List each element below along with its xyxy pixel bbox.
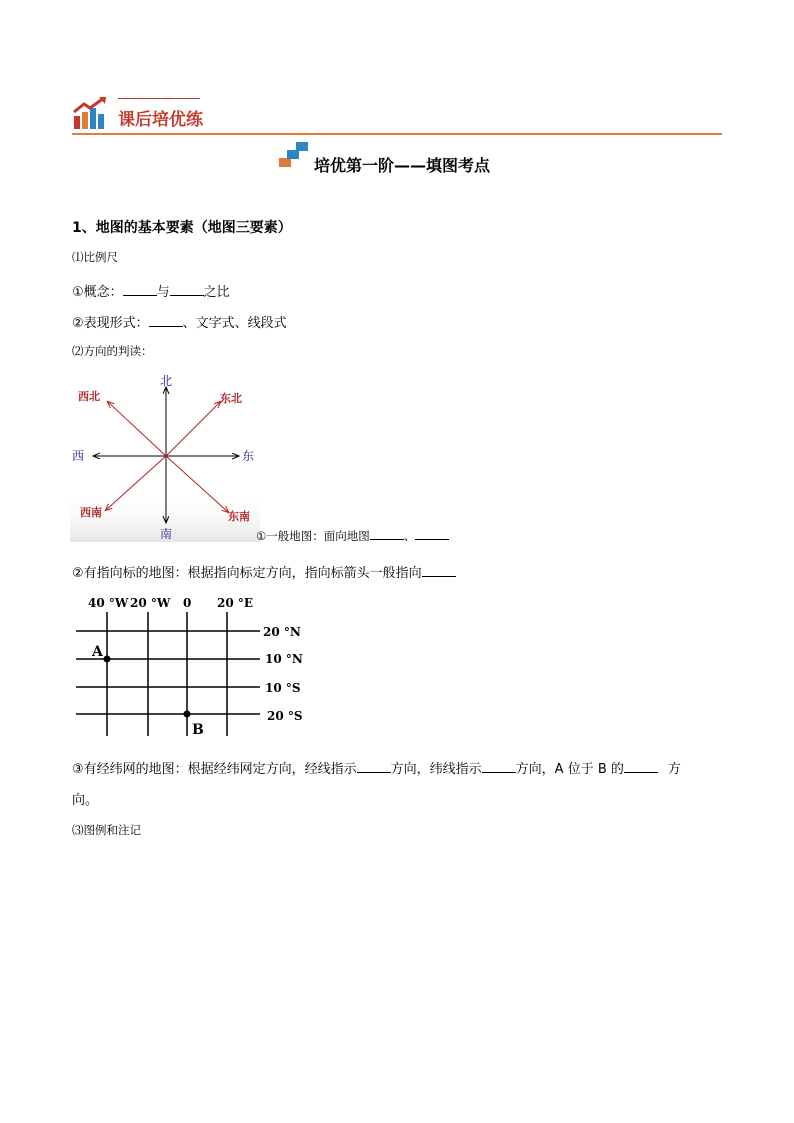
concept-mid: 与 xyxy=(156,285,170,300)
general-map-sep: 、 xyxy=(403,529,416,543)
blank-field[interactable] xyxy=(370,528,404,540)
graticule-text-2: 方向，纬线指示 xyxy=(390,762,482,777)
blank-field[interactable] xyxy=(149,315,183,327)
chart-logo-icon xyxy=(72,96,108,130)
graticule-text-4: 方 xyxy=(667,762,681,777)
pointer-map-line xyxy=(72,562,456,581)
compass-south: 南 xyxy=(160,527,173,541)
lat-label: 10 °S xyxy=(265,681,301,695)
concept-suffix: 之比 xyxy=(203,285,230,300)
form-line xyxy=(72,312,287,331)
lon-label: 20 °E xyxy=(217,596,254,610)
lon-label: 0 xyxy=(183,596,192,610)
blank-field[interactable] xyxy=(624,761,658,773)
steps-icon xyxy=(277,140,311,168)
blank-field[interactable] xyxy=(482,761,516,773)
graticule-text-1: ③有经纬网的地图：根据经纬网定方向，经线指示 xyxy=(72,762,357,777)
header-title: 课后培优练 xyxy=(118,110,203,130)
lat-label: 20 °S xyxy=(267,709,303,723)
blank-field[interactable] xyxy=(357,761,391,773)
concept-line xyxy=(72,281,230,300)
form-prefix: ②表现形式： xyxy=(72,316,149,331)
blank-field[interactable] xyxy=(415,528,449,540)
graticule-line xyxy=(72,758,681,777)
graticule-text-3: 方向，A 位于 B 的 xyxy=(515,762,624,777)
header-divider xyxy=(72,133,722,135)
general-map-prefix: ①一般地图：面向地图 xyxy=(256,529,370,543)
point-b-label: B xyxy=(192,722,204,738)
question-title: 1、地图的基本要素（地图三要素） xyxy=(72,220,292,236)
compass-southwest: 西南 xyxy=(80,506,102,519)
compass-north: 北 xyxy=(160,374,173,388)
compass-southeast: 东南 xyxy=(228,510,250,523)
concept-prefix: ①概念： xyxy=(72,285,123,300)
section-title: 培优第一阶——填图考点 xyxy=(314,156,491,175)
point-a-label: A xyxy=(92,644,103,660)
form-suffix: 、文字式、线段式 xyxy=(182,316,287,331)
lat-label: 10 °N xyxy=(265,652,303,666)
lat-label: 20 °N xyxy=(263,625,301,639)
graticule-text-5: 向。 xyxy=(72,793,99,808)
header-top-line xyxy=(118,98,200,99)
blank-field[interactable] xyxy=(422,565,456,577)
compass-diagram xyxy=(70,370,260,542)
part1-label: ⑴比例尺 xyxy=(72,250,118,264)
blank-field[interactable] xyxy=(123,284,157,296)
graticule-diagram xyxy=(70,590,310,740)
compass-west: 西 xyxy=(72,449,85,463)
blank-field[interactable] xyxy=(170,284,204,296)
part2-label: ⑵方向的判读： xyxy=(72,344,153,358)
general-map-line xyxy=(256,528,449,544)
compass-east: 东 xyxy=(242,449,255,463)
lon-label: 20 °W xyxy=(130,596,171,610)
point-a-marker xyxy=(104,656,111,663)
compass-northeast: 东北 xyxy=(220,392,242,405)
point-b-marker xyxy=(184,711,191,718)
compass-northwest: 西北 xyxy=(78,390,100,403)
lon-label: 40 °W xyxy=(88,596,129,610)
part3-label: ⑶图例和注记 xyxy=(72,823,141,837)
pointer-map-text: ②有指向标的地图：根据指向标定方向，指向标箭头一般指向 xyxy=(72,566,422,581)
